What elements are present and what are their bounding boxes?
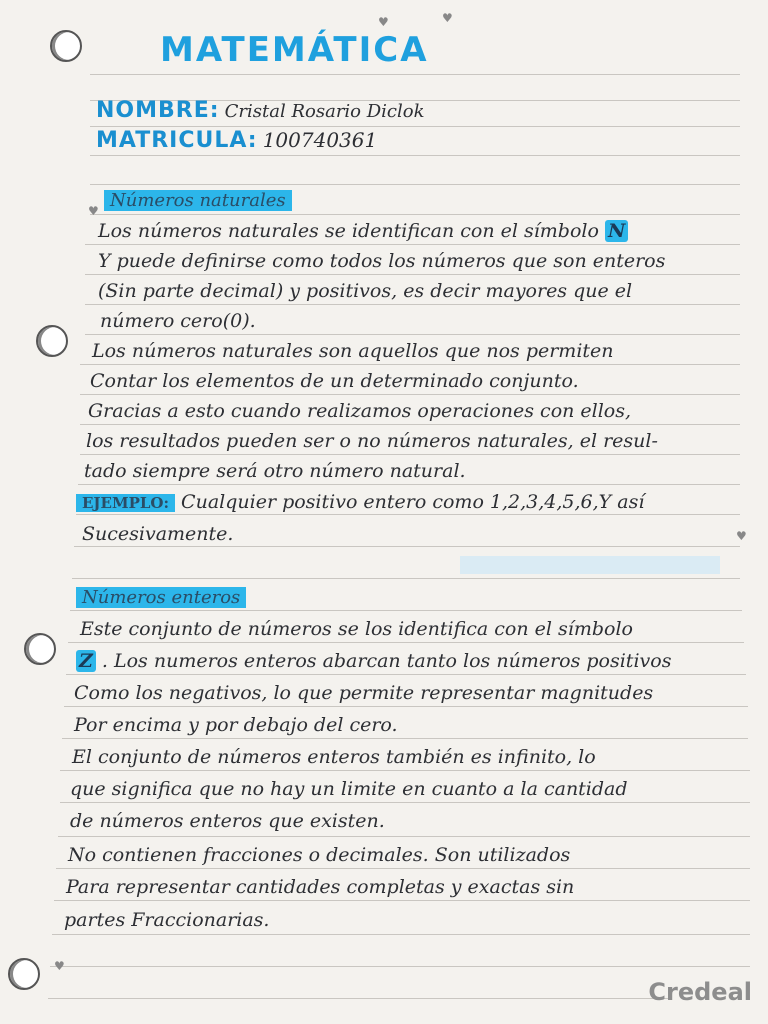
text-line: Sucesivamente. [82, 523, 234, 545]
ruled-line [62, 738, 748, 739]
symbol-n: N [605, 220, 628, 242]
name-value: Cristal Rosario Diclok [224, 101, 425, 122]
heart-icon: ♥ [442, 11, 453, 25]
text-line: Por encima y por debajo del cero. [74, 714, 398, 736]
text-line: No contienen fracciones o decimales. Son utilizados [68, 844, 571, 866]
ruled-line [52, 934, 750, 935]
ruled-line [74, 546, 740, 547]
name-row [96, 98, 425, 123]
ruled-line [85, 304, 740, 305]
symbol-z: Z [76, 650, 96, 672]
id-label: MATRICULA: [96, 128, 258, 153]
heart-icon: ♥ [54, 959, 65, 973]
ruled-line [90, 126, 740, 127]
ruled-line [72, 578, 740, 579]
ruled-line [66, 674, 746, 675]
heart-icon: ♥ [378, 15, 389, 29]
text-line [98, 220, 628, 242]
ruled-line [85, 274, 740, 275]
ruled-line [58, 836, 750, 837]
heading-naturales: Números naturales [104, 190, 292, 211]
ruled-line [54, 900, 750, 901]
text-line: número cero(0). [100, 310, 256, 332]
ruled-line [78, 484, 740, 485]
text-line: (Sin parte decimal) y positivos, es decir mayores que el [98, 280, 633, 302]
example-text: Cualquier positivo entero como 1,2,3,4,5,6,Y así [181, 491, 645, 513]
text-line: Los números naturales son aquellos que nos permiten [92, 340, 614, 362]
ruled-line [80, 364, 740, 365]
text-line: Para representar cantidades completas y exactas sin [66, 876, 575, 898]
text-line: Como los negativos, lo que permite representar magnitudes [74, 682, 654, 704]
text-line [76, 650, 671, 672]
ruled-line [90, 74, 740, 75]
ruled-line [85, 334, 740, 335]
name-label: NOMBRE: [96, 98, 220, 123]
bleed-through-highlight [460, 556, 720, 574]
ruled-line [90, 184, 740, 185]
text-line: de números enteros que existen. [70, 810, 385, 832]
ruled-line [85, 244, 740, 245]
ruled-line [76, 514, 740, 515]
text-line: que significa que no hay un limite en cuanto a la cantidad [70, 778, 628, 800]
ruled-line [90, 214, 740, 215]
ruled-line [80, 424, 740, 425]
section-heading [104, 190, 292, 211]
text-line-content: Los números naturales se identifican con el símbolo [98, 220, 599, 242]
ruled-line [80, 454, 740, 455]
ruled-line [68, 642, 744, 643]
heart-icon: ♥ [88, 204, 99, 218]
ruled-line [56, 868, 750, 869]
ruled-line [60, 802, 750, 803]
notebook-brand-logo: Credeal [648, 978, 752, 1006]
text-line: El conjunto de números enteros también es infinito, lo [72, 746, 596, 768]
example-label: EJEMPLO: [76, 494, 175, 512]
text-line: los resultados pueden ser o no números naturales, el resul- [86, 430, 658, 452]
text-line: partes Fraccionarias. [64, 909, 270, 931]
page-title: MATEMÁTICA [160, 30, 429, 70]
ruled-line [70, 610, 742, 611]
example-row [76, 491, 644, 513]
ruled-line [60, 770, 750, 771]
ruled-line [90, 155, 740, 156]
id-value: 100740361 [262, 128, 378, 152]
text-line: Y puede definirse como todos los números que son enteros [98, 250, 666, 272]
ruled-line [48, 998, 668, 999]
text-line: tado siempre será otro número natural. [84, 460, 466, 482]
heading-enteros: Números enteros [76, 587, 246, 608]
ruled-line [80, 394, 740, 395]
ruled-line [50, 966, 750, 967]
binder-ring [50, 30, 82, 62]
text-line: Gracias a esto cuando realizamos operaciones con ellos, [88, 400, 632, 422]
binder-ring [24, 633, 56, 665]
binder-ring [36, 325, 68, 357]
id-row [96, 128, 377, 153]
binder-ring [8, 958, 40, 990]
section-heading [76, 587, 246, 608]
ruled-line [64, 706, 748, 707]
text-line: Este conjunto de números se los identifica con el símbolo [80, 618, 633, 640]
text-line-content: . Los numeros enteros abarcan tanto los números positivos [101, 650, 672, 672]
text-line: Contar los elementos de un determinado conjunto. [90, 370, 579, 392]
heart-icon: ♥ [736, 529, 747, 543]
